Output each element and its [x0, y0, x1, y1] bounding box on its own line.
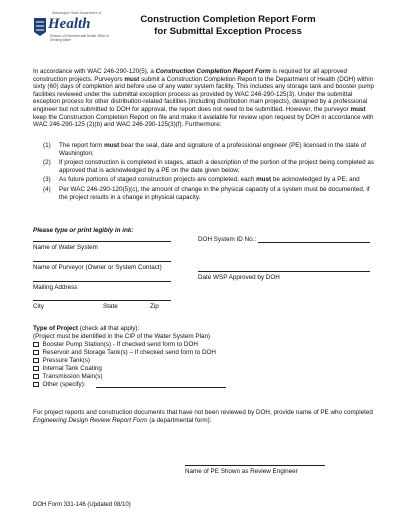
water-system-label: Name of Water System — [33, 244, 98, 251]
intro-form-name: Construction Completion Report Form — [155, 68, 271, 75]
requirement-number: (4) — [43, 185, 51, 193]
project-option-transmission[interactable] — [33, 373, 102, 380]
mailing-address-field[interactable] — [33, 281, 171, 282]
requirement-text: bear the seal, date and signature of a professional engineer (PE) licensed in the state of Washington; — [59, 142, 366, 157]
city-state-zip-field[interactable] — [33, 300, 171, 301]
requirement-number: (2) — [43, 159, 51, 167]
checkbox[interactable] — [33, 358, 39, 364]
intro-text: keep the Construction Completion Report on file and make it available for review upon request by DOH in accordance with WAC 246-290-125 (2)(b) and WAC 246-290-125(3)(f). Furthermore: — [33, 113, 374, 129]
option-label: Other (specify): — [42, 381, 86, 388]
requirement-item — [43, 186, 378, 201]
requirement-number: (3) — [43, 176, 51, 184]
option-label: Internal Tank Coating — [42, 365, 102, 372]
other-specify-field[interactable] — [96, 387, 226, 388]
option-label: Booster Pump Station(s) - If checked send form to DOH — [42, 341, 198, 348]
title-line-2: for Submittal Exception Process — [154, 25, 302, 37]
project-option-reservoir[interactable] — [33, 349, 216, 356]
project-option-tank-coating[interactable] — [33, 365, 102, 372]
project-option-pressure-tank[interactable] — [33, 357, 90, 364]
purveyor-name-field[interactable] — [33, 261, 171, 262]
requirements-list — [43, 142, 378, 203]
review-engineer-label: Name of PE Shown as Review Engineer — [185, 468, 298, 475]
project-type-note: (check all that apply): — [78, 325, 140, 332]
review-text: (a departmental form): — [147, 416, 212, 424]
city-label: City — [33, 303, 44, 310]
mailing-address-label: Mailing Address — [33, 284, 78, 291]
logo-division: Division of Environmental Health Office of Drinking Water — [50, 34, 109, 42]
intro-must: must — [124, 75, 140, 83]
project-option-other[interactable] — [33, 381, 86, 388]
requirement-bold: must — [104, 142, 120, 149]
requirement-text: Per WAC 246-290-120(5)(c), the amount of change in the physical capacity of a system must be documented, if the project results in a change in physical capacity. — [59, 185, 370, 201]
zip-label: Zip — [150, 303, 159, 310]
requirement-bold: must — [256, 176, 272, 184]
intro-text: submit a Construction Completion Report to the Department of Health (DOH) within sixty (60) days of completion and before use of any water system facility. This includes any storage tank and booster pump facilities reviewed under the submittal exception process as provided by WAC 246-290-125(3). Under the submittal exception process for other distribution-related facilities (including distribution main projects), designed by a professional engineer but not submitted to DOH for approval, the report does not need to be submitted. However, the purveyor — [33, 75, 375, 113]
checkbox[interactable] — [33, 350, 39, 356]
requirement-item — [43, 159, 378, 174]
project-type-title: Type of Project — [33, 325, 79, 332]
water-system-name-field[interactable] — [33, 241, 171, 242]
requirement-text: If project construction is completed in stages, attach a description of the portion of the project being completed as approved that is acknowledged by a PE on the date given below; — [59, 159, 375, 174]
requirement-text: As future portions of staged construction projects are completed, each — [59, 176, 257, 184]
requirement-text: The report form — [59, 142, 105, 149]
project-type-cip-note: (Project must be identified in the CIP of the Water System Plan) — [33, 333, 211, 340]
doh-logo — [30, 10, 109, 52]
checkbox[interactable] — [33, 382, 39, 388]
checkbox[interactable] — [33, 374, 39, 380]
purveyor-label: Name of Purveyor (Owner or System Contact) — [33, 264, 162, 271]
logo-health: Health — [48, 16, 91, 32]
review-engineer-field[interactable] — [185, 465, 325, 466]
option-label: Reservoir and Storage Tank(s) – If checked send form to DOH — [42, 349, 216, 356]
page-title — [108, 14, 348, 37]
washington-state-icon — [32, 16, 48, 38]
form-instruction: Please type or print legibly in ink: — [33, 227, 134, 234]
review-text: For project reports and construction documents that have not been reviewed by DOH, provide name of PE who completed — [33, 409, 373, 416]
wsp-date-label: Date WSP Approved by DOH — [198, 274, 280, 281]
intro-must: must — [350, 105, 366, 113]
project-option-booster[interactable] — [33, 341, 198, 348]
project-type-heading — [33, 325, 139, 332]
form-number: DOH Form 331-146 (Updated 08/10) — [33, 502, 131, 508]
requirement-item — [43, 142, 378, 157]
checkbox[interactable] — [33, 342, 39, 348]
logo-department: Washington State Department of — [52, 11, 102, 15]
doh-id-field[interactable] — [258, 242, 370, 243]
option-label: Transmission Main(s) — [42, 373, 103, 380]
doh-id-label: DOH System ID No.: — [198, 236, 257, 243]
requirement-text: be acknowledged by a PE; and — [271, 176, 360, 184]
requirement-item — [43, 176, 378, 184]
review-paragraph — [33, 409, 378, 424]
review-form-name: Engineering Design Review Report Form — [33, 416, 148, 424]
title-line-1: Construction Completion Report Form — [140, 14, 316, 25]
intro-paragraph — [33, 68, 378, 129]
intro-text: In accordance with WAC 246-290-120(5), a — [33, 68, 156, 75]
wsp-date-field[interactable] — [198, 271, 370, 272]
checkbox[interactable] — [33, 366, 39, 372]
requirement-number: (1) — [43, 142, 51, 149]
intro-text: is required for all approved construction projects. Purveyors — [33, 68, 348, 83]
option-label: Pressure Tank(s) — [42, 357, 90, 364]
state-label: State — [103, 303, 118, 310]
